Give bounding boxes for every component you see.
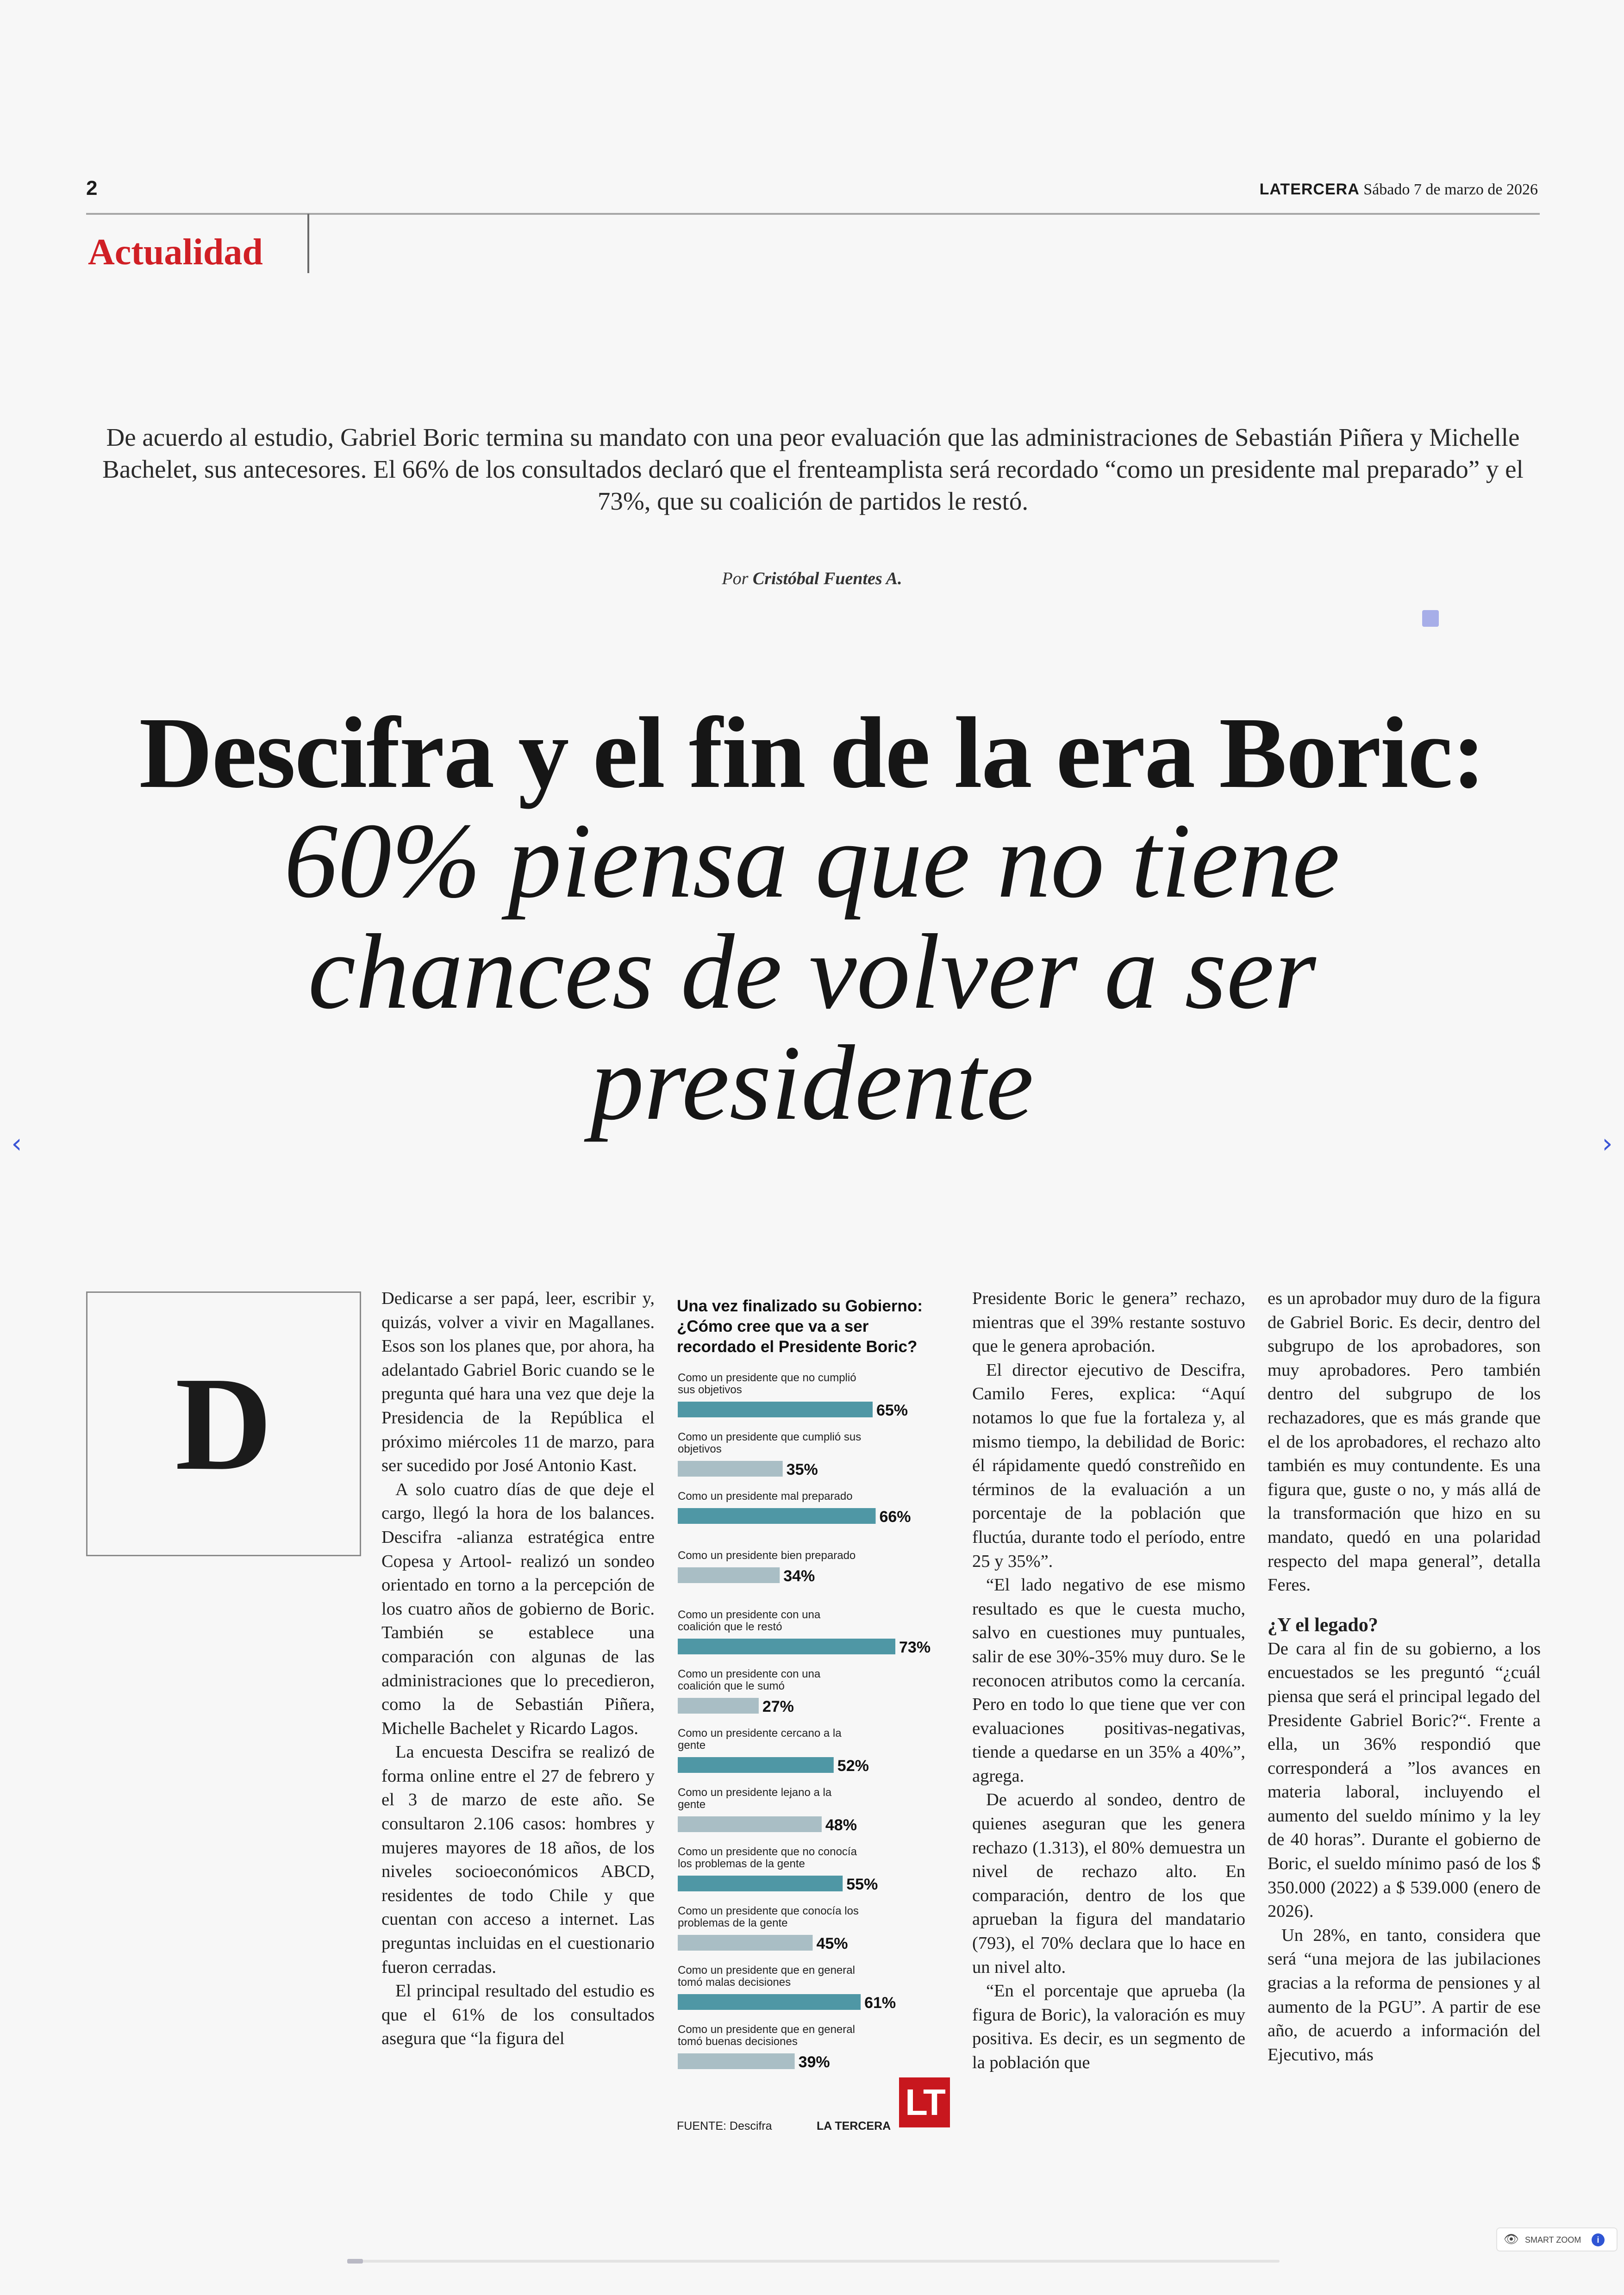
chart-bar [678,1994,861,2010]
survey-bar-chart [677,1296,951,2135]
issue-date: Sábado 7 de marzo de 2026 [1359,181,1538,198]
article-column-3 [972,1287,1245,2075]
chart-bar [678,1816,822,1832]
smart-zoom-button[interactable] [1496,2227,1618,2251]
chart-value-label: 66% [879,1508,911,1526]
chart-category-label: Como un presidente que conocía los problemas de la gente [678,1905,859,1929]
header-divider [86,213,1540,215]
chart-source: FUENTE: Descifra [677,2120,772,2133]
chart-bar [678,1935,812,1951]
paragraph: De acuerdo al sondeo, dentro de quienes aseguran que les genera rechazo (1.313), el 80% demuestra un nivel de rechazo alto. En comparación, dentro de los que aprueban la figura del mandatario (793), el 70% declara que lo hace en un nivel alto. [972,1790,1245,1977]
paragraph: El director ejecutivo de Descifra, Camilo Feres, explica: “Aquí notamos lo que fue la fortaleza y, al mismo tiempo, la debilidad de Boric: él rápidamente quedó constreñido en términos de la evaluación a un porcentaje de la población que fluctúa, durante todo el período, entre 25 y 35%”. [972,1360,1245,1571]
chart-category-label: Como un presidente cercano a la gente [678,1727,842,1752]
paragraph: es un aprobador muy duro de la figura de Gabriel Boric. Es decir, dentro del subgrupo de los aprobadores, son muy aprobadores. Pero también dentro del subgrupo de los rechazadores, que es más grande que el de los aprobadores, el rechazo alto también es muy contundente. Es una figura que, guste o no, y más allá de la transformación que hizo en su mandato, quedó en una polaridad respecto del mapa general”, detalla Feres. [1268,1289,1541,1595]
article-deck: De acuerdo al estudio, Gabriel Boric termina su mandato con una peor evaluación que las administraciones de Sebastián Piñera y Michelle Bachelet, sus antecesores. El 66% de los consultados declaró que el frenteamplista será recordado “como un presidente mal preparado” y el 73%, que su coalición de partidos le restó. [102,423,1524,515]
chart-plot [677,1371,951,2084]
chart-value-label: 39% [798,2053,830,2071]
subheading: ¿Y el legado? [1268,1614,1378,1636]
horizontal-scrollbar[interactable] [347,2260,1280,2263]
chart-value-label: 34% [783,1567,815,1585]
chart-category-label: Como un presidente que en general tomó buenas decisiones [678,2023,855,2048]
eye-icon: 👁 [1504,2233,1519,2246]
chart-value-label: 61% [864,1994,896,2012]
masthead-date [1260,181,1538,199]
paragraph: A solo cuatro días de que deje el cargo, llegó la hora de los balances. Descifra -alianza estratégica entre Copesa y Artool- realizó un sondeo orientado en torno a la percepción de los cuatro años de gobierno de Boric. También se establece una comparación con algunas de las administraciones que lo precedieron, como la de Sebastián Piñera, Michelle Bachelet y Ricardo Lagos. [381,1479,655,1738]
chart-bar [678,1402,873,1417]
paragraph: Un 28%, en tanto, considera que será “una mejora de las jubilaciones gracias a la reforma de pensiones y al aumento de la PGU”. A partir de ese año, de acuerdo a información del Ejecutivo, más [1268,1925,1541,2064]
chart-category-label: Como un presidente lejano a la gente [678,1786,832,1811]
chart-bar [678,2053,795,2069]
la-tercera-logo: LT [899,2077,950,2127]
paragraph: “En el porcentaje que aprueba (la figura de Boric), la valoración es muy positiva. Es decir, es un segmento de la población que [972,1981,1245,2072]
chart-bar [678,1508,875,1524]
chart-bar [678,1567,780,1583]
byline [0,568,1624,589]
chart-category-label: Como un presidente que no cumplió sus objetivos [678,1372,856,1396]
chart-value-label: 65% [876,1402,908,1419]
byline-author: Cristóbal Fuentes A. [752,569,902,588]
next-page-button[interactable]: › [1602,1128,1613,1159]
chart-credit: LA TERCERA [817,2120,891,2133]
paragraph: “El lado negativo de ese mismo resultado es que le cuesta mucho, salvo en cuestiones muy puntuales, salir de ese 30%-35% muy duro. Se le reconocen atributos como la cercanía. Pero en todo lo que tiene que ver con evaluaciones positivas-negativas, tiende a quedarse en un 35% a 40%”, agrega. [972,1575,1245,1786]
chart-value-label: 52% [837,1757,869,1775]
chart-bar [678,1639,895,1654]
dropcap-letter: D [175,1349,272,1498]
chart-value-label: 48% [825,1816,857,1834]
bookmark-icon[interactable] [1422,610,1439,627]
chart-category-label: Como un presidente con una coalición que le restó [678,1609,821,1633]
chart-category-label: Como un presidente que en general tomó malas decisiones [678,1964,855,1989]
scrollbar-thumb[interactable] [347,2259,363,2264]
chart-bar [678,1876,843,1891]
chart-category-label: Como un presidente que cumplió sus objetivos [678,1431,862,1455]
chart-category-label: Como un presidente bien preparado [678,1549,856,1562]
headline-main: Descifra y el fin de la era Boric: [139,696,1485,809]
masthead-brand: LATERCERA [1259,181,1360,198]
paragraph: Dedicarse a ser papá, leer, escribir y, quizás, volver a vivir en Magallanes. Esos son los planes que, por ahora, ha adelantado Gabriel Boric cuando se le pregunta qué hara una vez que deje la Presidencia de la República el próximo miércoles 11 de marzo, para ser sucedido por José Antonio Kast. [381,1289,655,1476]
chart-value-label: 27% [762,1698,794,1715]
byline-prefix: Por [722,569,753,588]
headline-sub: 60% piensa que no tiene chances de volver a ser presidente [284,801,1340,1142]
info-icon[interactable]: i [1592,2233,1605,2246]
chart-category-label: Como un presidente que no conocía los problemas de la gente [678,1846,857,1870]
section-divider [307,214,309,273]
section-label: Actualidad [88,232,263,273]
chart-value-label: 45% [816,1935,848,1952]
previous-page-button[interactable]: ‹ [11,1128,22,1159]
chart-bar [678,1698,759,1714]
chart-title: Una vez finalizado su Gobierno: ¿Cómo cree que va a ser recordado el Presidente Boric? [677,1297,923,1356]
chart-category-label: Como un presidente con una coalición que le sumó [678,1668,821,1692]
smart-zoom-label: SMART ZOOM [1525,2235,1581,2245]
chart-value-label: 35% [786,1461,818,1478]
paragraph: Presidente Boric le genera” rechazo, mientras que el 39% restante sostuvo que le genera aprobación. [972,1289,1245,1356]
page-number: 2 [86,177,98,200]
chart-value-label: 55% [846,1876,878,1893]
chart-category-label: Como un presidente mal preparado [678,1490,853,1503]
chart-bar [678,1757,834,1773]
article-column-4 [1268,1287,1541,2067]
article-column-1 [381,1287,655,2051]
paragraph: De cara al fin de su gobierno, a los encuestados se les preguntó “¿cuál piensa que será el principal legado del Presidente Gabriel Boric?“. Frente a ella, un 36% respondió que corresponderá a ”los avances en materia laboral, incluyendo el aumento del sueldo mínimo y la ley de 40 horas”. Durante el gobierno de Boric, el sueldo mínimo pasó de los $ 350.000 (2022) a $ 539.000 (enero de 2026). [1268,1639,1541,1921]
chart-value-label: 73% [899,1639,931,1656]
paragraph: El principal resultado del estudio es que el 61% de los consultados asegura que “la figura del [381,1981,655,2049]
paragraph: La encuesta Descifra se realizó de forma online entre el 27 de febrero y el 3 de marzo de este año. Se consultaron 2.106 casos: hombres y mujeres mayores de 18 años, de los niveles socioeconómicos ABCD, residentes de todo Chile y que cuentan con acceso a internet. Las preguntas incluidas en el cuestionario fueron cerradas. [381,1742,655,1977]
chart-bar [678,1461,783,1477]
